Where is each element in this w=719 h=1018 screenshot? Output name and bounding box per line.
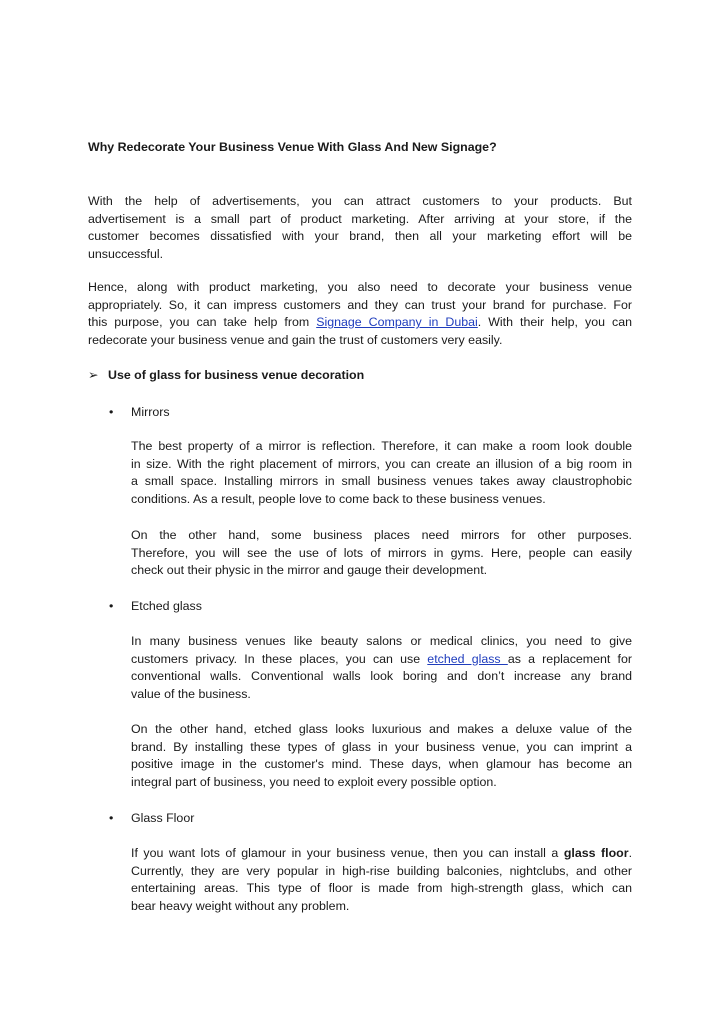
floor-paragraph [131,845,632,915]
paragraph-line: integral part of business, you need to exploit every possible option. [131,774,497,789]
intro-paragraph [88,193,632,263]
text-run: this purpose, you can take help from [88,315,317,329]
paragraph-line: in size. With the right placement of mirrors, you can create an illusion of a big room in [131,456,632,471]
text-run: . With their help, you can [477,315,632,329]
paragraph-line: conditions. As a result, people love to come back to these business venues. [131,491,546,506]
bullet-dot-icon: • [109,811,114,825]
section-heading-text: Use of glass for business venue decoration [108,368,365,382]
etched-paragraph-1 [131,633,632,703]
mirrors-paragraph-1 [131,438,632,508]
text-run: customers privacy. In these places, you can use [131,651,428,666]
paragraph-line: check out their physic in the mirror and gauge their development. [131,563,488,577]
page-title: Why Redecorate Your Business Venue With Glass And New Signage? [88,140,497,154]
paragraph-line [131,651,632,669]
paragraph-line [131,845,632,863]
paragraph-line: entertaining areas. This type of floor is made from high-strength glass, which can [131,881,632,895]
paragraph-line: brand. By installing these types of glass in your business venue, you can imprint a [131,739,632,754]
bullet-label: Mirrors [131,405,170,419]
signage-paragraph [88,279,632,349]
text-run: as a replacement for [507,651,633,666]
paragraph-line: Currently, they are very popular in high-rise building balconies, nightclubs, and other [131,863,632,878]
bullet-dot-icon: • [109,405,114,419]
paragraph-line: a small space. Installing mirrors in small business venues takes away claustrophobic [131,474,632,488]
paragraph-line: With the help of advertisements, you can attract customers to your products. But [88,194,632,208]
paragraph-line: advertisement is a small part of product marketing. After arriving at your store, if the [88,211,632,226]
bullet-dot-icon: • [109,599,114,613]
section-heading [88,367,364,384]
paragraph-line: bear heavy weight without any problem. [131,898,350,913]
arrow-bullet-icon: ➢ [88,368,99,382]
paragraph-line: unsuccessful. [88,246,164,261]
paragraph-line: Therefore, you will see the use of lots of mirrors in gyms. Here, people can easily [131,545,632,560]
paragraph-line: appropriately. So, it can impress customers and they can trust your brand for purchase. For [88,297,632,312]
mirrors-paragraph-2 [131,527,632,580]
paragraph-line: value of the business. [131,686,251,701]
paragraph-line: customer becomes dissatisfied with your brand, then all your marketing effort will be [88,229,632,243]
paragraph-line: On the other hand, some business places need mirrors for other purposes. [131,528,632,542]
paragraph-line [88,314,632,332]
bullet-label: Glass Floor [131,811,195,825]
bullet-label: Etched glass [131,599,202,613]
paragraph-line: redecorate your business venue and gain the trust of customers very easily. [88,332,503,347]
signage-company-link[interactable]: Signage Company in Dubai [316,315,478,329]
paragraph-line: positive image in the customer's mind. These days, when glamour has become an [131,757,632,771]
etched-glass-link[interactable]: etched glass [427,651,508,666]
paragraph-line: The best property of a mirror is reflection. Therefore, it can make a room look double [131,439,632,453]
paragraph-line: Hence, along with product marketing, you also need to decorate your business venue [88,280,632,294]
text-run: If you want lots of glamour in your business venue, then you can install a [131,846,564,860]
bold-term: glass floor [563,846,629,860]
paragraph-line: On the other hand, etched glass looks luxurious and makes a deluxe value of the [131,722,632,736]
paragraph-line: conventional walls. Conventional walls look boring and don’t increase any brand [131,669,632,683]
text-run: . [628,846,633,860]
etched-paragraph-2 [131,721,632,791]
paragraph-line: In many business venues like beauty salons or medical clinics, you need to give [131,634,632,648]
